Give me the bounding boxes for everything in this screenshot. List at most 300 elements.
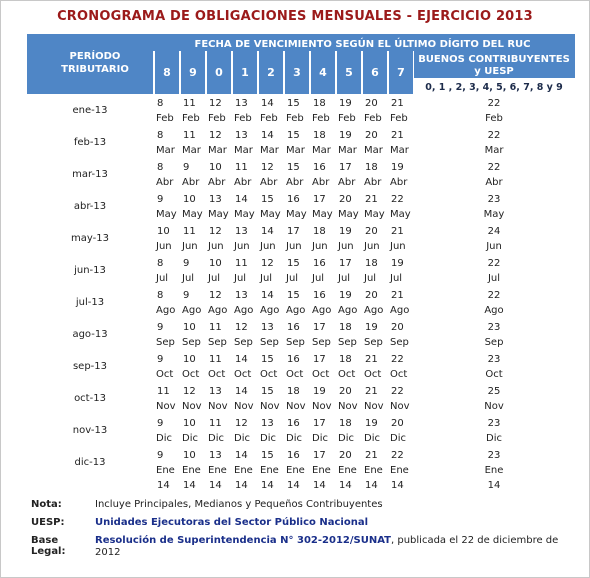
due-month: Ene xyxy=(156,465,175,476)
due-day: 18 xyxy=(339,418,352,429)
due-day: 15 xyxy=(261,194,274,205)
due-day: 9 xyxy=(157,418,164,429)
due-day: 10 xyxy=(183,194,196,205)
due-day: 18 xyxy=(365,162,378,173)
due-month: Mar xyxy=(364,145,383,156)
due-day: 20 xyxy=(365,290,378,301)
due-month: Nov xyxy=(312,401,332,412)
due-day: 20 xyxy=(365,130,378,141)
due-month: Abr xyxy=(208,177,226,188)
due-month: Jul xyxy=(182,273,195,284)
note-label: Base Legal: xyxy=(31,535,66,557)
due-month: Ago xyxy=(364,305,384,316)
due-day: 8 xyxy=(157,98,164,109)
due-day: 11 xyxy=(235,258,248,269)
due-month: Ene xyxy=(364,465,383,476)
buenos-day: 23 xyxy=(487,354,501,365)
buenos-month: Sep xyxy=(484,337,504,348)
due-month: Oct xyxy=(390,369,408,380)
period-label: mar-13 xyxy=(72,169,108,180)
due-day: 9 xyxy=(157,194,164,205)
due-month: Abr xyxy=(364,177,382,188)
due-month: Nov xyxy=(364,401,384,412)
buenos-month: Mar xyxy=(484,145,504,156)
due-month: Mar xyxy=(260,145,279,156)
due-month: Mar xyxy=(338,145,357,156)
due-day: 21 xyxy=(365,450,378,461)
due-day: 19 xyxy=(339,98,352,109)
due-month: Jun xyxy=(260,241,276,252)
due-month: Nov xyxy=(260,401,280,412)
due-day: 9 xyxy=(157,354,164,365)
due-day: 19 xyxy=(365,322,378,333)
due-month: Mar xyxy=(390,145,409,156)
due-day: 17 xyxy=(313,450,326,461)
due-month: Nov xyxy=(338,401,358,412)
due-day: 16 xyxy=(287,354,300,365)
period-label: nov-13 xyxy=(72,425,108,436)
due-month: Dic xyxy=(312,433,328,444)
due-month: Jun xyxy=(156,241,172,252)
due-day: 18 xyxy=(313,226,326,237)
due-month: Abr xyxy=(156,177,174,188)
due-month: Feb xyxy=(338,113,356,124)
buenos-month: Jul xyxy=(487,273,501,284)
header-buenos-line2: y UESP xyxy=(474,66,514,77)
page-title: CRONOGRAMA DE OBLIGACIONES MENSUALES - EJERCICIO 2013 xyxy=(57,9,533,24)
due-month: Jun xyxy=(364,241,380,252)
buenos-day: 25 xyxy=(487,386,501,397)
due-month: Mar xyxy=(156,145,175,156)
due-day-extra: 14 xyxy=(209,480,222,491)
digit-header: 8 xyxy=(163,66,171,79)
buenos-month: Oct xyxy=(485,369,503,380)
due-month: Jun xyxy=(234,241,250,252)
due-month: Abr xyxy=(390,177,408,188)
due-month: Sep xyxy=(286,337,305,348)
due-day: 13 xyxy=(261,418,274,429)
due-month: Ago xyxy=(208,305,228,316)
due-month: Oct xyxy=(156,369,174,380)
due-day: 10 xyxy=(209,258,222,269)
buenos-day: 23 xyxy=(487,194,501,205)
due-month: Ene xyxy=(182,465,201,476)
due-day: 12 xyxy=(183,386,196,397)
due-day: 16 xyxy=(287,418,300,429)
buenos-day: 22 xyxy=(487,290,501,301)
due-month: Dic xyxy=(286,433,302,444)
due-day: 8 xyxy=(157,258,164,269)
due-day: 19 xyxy=(391,162,404,173)
buenos-day: 22 xyxy=(487,258,501,269)
due-day: 19 xyxy=(339,290,352,301)
due-month: Ago xyxy=(260,305,280,316)
buenos-day: 22 xyxy=(487,130,501,141)
due-month: Ago xyxy=(234,305,254,316)
due-day: 21 xyxy=(365,386,378,397)
due-day: 13 xyxy=(209,386,222,397)
due-month: Dic xyxy=(234,433,250,444)
period-label: ago-13 xyxy=(72,329,108,340)
due-month: Feb xyxy=(260,113,278,124)
due-day-extra: 14 xyxy=(235,480,248,491)
due-month: Sep xyxy=(208,337,227,348)
buenos-month: May xyxy=(483,209,505,220)
due-month: Mar xyxy=(182,145,201,156)
due-day-extra: 14 xyxy=(339,480,352,491)
due-day: 11 xyxy=(183,130,196,141)
note-text: Unidades Ejecutoras del Sector Público Nacional xyxy=(95,517,369,528)
period-label: sep-13 xyxy=(72,361,108,372)
due-month: Jun xyxy=(338,241,354,252)
due-month: Ago xyxy=(390,305,410,316)
due-day-extra: 14 xyxy=(391,480,404,491)
header-buenos xyxy=(414,54,574,78)
due-day: 14 xyxy=(235,194,248,205)
period-label: abr-13 xyxy=(73,201,107,212)
due-month: Sep xyxy=(182,337,201,348)
buenos-day: 23 xyxy=(487,450,501,461)
due-day: 16 xyxy=(287,194,300,205)
due-day: 19 xyxy=(391,258,404,269)
due-day: 17 xyxy=(339,162,352,173)
due-month: Nov xyxy=(390,401,410,412)
due-day: 8 xyxy=(157,290,164,301)
due-day: 16 xyxy=(313,162,326,173)
buenos-month: Nov xyxy=(484,401,504,412)
digit-header: 0 xyxy=(215,66,223,79)
due-day: 12 xyxy=(209,98,222,109)
due-day: 21 xyxy=(391,98,404,109)
due-month: Feb xyxy=(156,113,174,124)
note-text xyxy=(95,535,570,559)
buenos-month: Abr xyxy=(485,177,503,188)
due-day-extra: 14 xyxy=(365,480,378,491)
due-day: 10 xyxy=(183,322,196,333)
period-label: may-13 xyxy=(71,233,109,244)
due-month: Mar xyxy=(286,145,305,156)
due-month: Ago xyxy=(338,305,358,316)
due-month: Feb xyxy=(182,113,200,124)
due-month: Oct xyxy=(338,369,356,380)
due-month: Ene xyxy=(234,465,253,476)
due-day: 17 xyxy=(287,226,300,237)
buenos-month: Jun xyxy=(486,241,502,252)
due-day: 17 xyxy=(313,194,326,205)
due-month: Ago xyxy=(182,305,202,316)
due-day: 19 xyxy=(339,226,352,237)
due-month: Mar xyxy=(208,145,227,156)
due-day: 15 xyxy=(287,258,300,269)
due-day: 11 xyxy=(183,98,196,109)
due-day: 12 xyxy=(235,418,248,429)
due-month: May xyxy=(260,209,281,220)
due-month: Ene xyxy=(286,465,305,476)
due-day: 22 xyxy=(391,386,404,397)
due-day-extra: 14 xyxy=(157,480,170,491)
due-day: 13 xyxy=(235,98,248,109)
due-day: 14 xyxy=(235,450,248,461)
due-month: Abr xyxy=(312,177,330,188)
digit-header: 5 xyxy=(345,66,353,79)
due-day: 13 xyxy=(235,290,248,301)
due-day: 16 xyxy=(313,258,326,269)
due-month: Abr xyxy=(286,177,304,188)
due-day: 21 xyxy=(365,194,378,205)
due-month: May xyxy=(364,209,385,220)
due-month: May xyxy=(338,209,359,220)
due-day: 18 xyxy=(287,386,300,397)
due-month: Jun xyxy=(286,241,302,252)
due-month: Feb xyxy=(286,113,304,124)
due-day-extra: 14 xyxy=(183,480,196,491)
header-periodo xyxy=(33,50,157,76)
due-month: Sep xyxy=(338,337,357,348)
due-month: Oct xyxy=(364,369,382,380)
due-month: Nov xyxy=(208,401,228,412)
buenos-month: Ene xyxy=(484,465,504,476)
due-day: 9 xyxy=(183,290,190,301)
digit-header: 6 xyxy=(371,66,379,79)
due-day: 17 xyxy=(339,258,352,269)
due-month: Ago xyxy=(312,305,332,316)
due-day: 9 xyxy=(157,322,164,333)
buenos-day: 22 xyxy=(487,162,501,173)
due-day: 13 xyxy=(235,130,248,141)
due-day: 14 xyxy=(261,98,274,109)
due-day: 12 xyxy=(209,130,222,141)
due-day: 12 xyxy=(235,322,248,333)
due-day: 20 xyxy=(339,450,352,461)
due-month: Dic xyxy=(260,433,276,444)
due-month: Jul xyxy=(260,273,273,284)
due-month: Mar xyxy=(234,145,253,156)
period-label: ene-13 xyxy=(72,105,108,116)
due-month: Abr xyxy=(182,177,200,188)
due-month: Feb xyxy=(364,113,382,124)
period-label: dic-13 xyxy=(74,457,106,468)
due-month: May xyxy=(390,209,411,220)
due-day: 20 xyxy=(391,322,404,333)
due-day: 14 xyxy=(235,354,248,365)
due-month: May xyxy=(156,209,177,220)
due-day: 15 xyxy=(261,354,274,365)
due-month: Sep xyxy=(312,337,331,348)
due-day: 18 xyxy=(313,98,326,109)
due-month: Jul xyxy=(286,273,299,284)
due-day: 15 xyxy=(261,386,274,397)
buenos-month: Feb xyxy=(485,113,503,124)
due-month: Ene xyxy=(312,465,331,476)
header-buenos-line1: BUENOS CONTRIBUYENTES xyxy=(418,54,570,65)
due-month: Sep xyxy=(156,337,175,348)
due-month: Jul xyxy=(390,273,403,284)
due-day: 17 xyxy=(313,354,326,365)
due-month: Nov xyxy=(182,401,202,412)
due-day: 15 xyxy=(287,162,300,173)
due-month: Dic xyxy=(156,433,172,444)
due-day-extra: 14 xyxy=(287,480,300,491)
due-day: 16 xyxy=(287,322,300,333)
buenos-month: Dic xyxy=(486,433,502,444)
digit-header: 4 xyxy=(319,66,327,79)
due-month: Ago xyxy=(286,305,306,316)
header-fecha: FECHA DE VENCIMIENTO SEGÚN EL ÚLTIMO DÍGITO DEL RUC xyxy=(194,39,531,50)
due-day: 17 xyxy=(313,418,326,429)
due-month: Dic xyxy=(364,433,380,444)
due-day: 13 xyxy=(261,322,274,333)
due-day: 18 xyxy=(313,130,326,141)
due-month: Oct xyxy=(234,369,252,380)
note-label: UESP: xyxy=(31,517,65,528)
due-day: 13 xyxy=(209,450,222,461)
digit-header: 7 xyxy=(397,66,405,79)
resolution-link[interactable]: Resolución de Superintendencia N° 302-2012/SUNAT xyxy=(95,535,392,546)
due-month: Oct xyxy=(208,369,226,380)
due-month: May xyxy=(208,209,229,220)
due-day: 16 xyxy=(313,290,326,301)
due-day: 10 xyxy=(183,418,196,429)
buenos-day: 23 xyxy=(487,322,501,333)
due-day: 17 xyxy=(313,322,326,333)
digit-header: 1 xyxy=(241,66,249,79)
due-month: Jun xyxy=(182,241,198,252)
buenos-day: 23 xyxy=(487,418,501,429)
due-day: 11 xyxy=(235,162,248,173)
due-day: 20 xyxy=(339,194,352,205)
due-day: 15 xyxy=(287,98,300,109)
due-month: Sep xyxy=(390,337,409,348)
due-month: Oct xyxy=(312,369,330,380)
due-day: 9 xyxy=(183,162,190,173)
due-day: 9 xyxy=(183,258,190,269)
due-day: 8 xyxy=(157,162,164,173)
due-day: 11 xyxy=(209,354,222,365)
due-day: 10 xyxy=(209,162,222,173)
due-month: Jul xyxy=(312,273,325,284)
buenos-day: 22 xyxy=(487,98,501,109)
due-month: Sep xyxy=(234,337,253,348)
due-day: 18 xyxy=(339,322,352,333)
note-label: Nota: xyxy=(31,499,62,510)
due-day: 21 xyxy=(391,290,404,301)
due-month: Jun xyxy=(312,241,328,252)
due-day: 11 xyxy=(209,418,222,429)
due-day: 12 xyxy=(261,162,274,173)
digit-header: 3 xyxy=(293,66,301,79)
due-month: Ene xyxy=(208,465,227,476)
due-day: 19 xyxy=(339,130,352,141)
due-day: 21 xyxy=(391,226,404,237)
due-month: Nov xyxy=(156,401,176,412)
header-buenos-digits: 0, 1 , 2, 3, 4, 5, 6, 7, 8 y 9 xyxy=(425,82,563,93)
due-month: Abr xyxy=(338,177,356,188)
due-month: May xyxy=(234,209,255,220)
due-month: Oct xyxy=(260,369,278,380)
due-month: Mar xyxy=(312,145,331,156)
due-month: Jun xyxy=(390,241,406,252)
buenos-day: 24 xyxy=(487,226,501,237)
due-day: 14 xyxy=(235,386,248,397)
due-month: May xyxy=(312,209,333,220)
period-label: oct-13 xyxy=(74,393,106,404)
due-month: May xyxy=(286,209,307,220)
due-day: 12 xyxy=(209,290,222,301)
due-day: 22 xyxy=(391,194,404,205)
due-day: 12 xyxy=(209,226,222,237)
due-day-extra: 14 xyxy=(261,480,274,491)
due-day: 20 xyxy=(339,386,352,397)
due-month: Jul xyxy=(208,273,221,284)
due-day: 11 xyxy=(209,322,222,333)
due-month: Dic xyxy=(182,433,198,444)
due-day: 10 xyxy=(183,354,196,365)
due-day: 20 xyxy=(365,98,378,109)
due-month: Dic xyxy=(338,433,354,444)
due-month: Jul xyxy=(364,273,377,284)
digit-header: 9 xyxy=(189,66,197,79)
buenos-day-extra: 14 xyxy=(487,480,501,491)
due-month: Jul xyxy=(156,273,169,284)
due-day: 8 xyxy=(157,130,164,141)
period-label: jul-13 xyxy=(75,297,105,308)
due-month: Jul xyxy=(338,273,351,284)
due-month: Sep xyxy=(364,337,383,348)
due-month: Feb xyxy=(390,113,408,124)
due-day: 15 xyxy=(287,290,300,301)
due-day: 9 xyxy=(157,450,164,461)
due-day: 20 xyxy=(365,226,378,237)
due-month: Feb xyxy=(208,113,226,124)
due-month: Abr xyxy=(260,177,278,188)
due-month: Dic xyxy=(208,433,224,444)
header-periodo-line1: PERÍODO xyxy=(69,51,121,62)
resolution-date-text: , publicada el 22 de diciembre de 2012 xyxy=(95,535,559,558)
due-day-extra: 14 xyxy=(313,480,326,491)
due-month: Oct xyxy=(286,369,304,380)
due-month: Ene xyxy=(338,465,357,476)
due-month: Jun xyxy=(208,241,224,252)
due-day: 14 xyxy=(261,130,274,141)
header-periodo-line2: TRIBUTARIO xyxy=(61,64,129,75)
due-month: Ene xyxy=(390,465,409,476)
due-day: 13 xyxy=(209,194,222,205)
due-day: 10 xyxy=(183,450,196,461)
due-day: 14 xyxy=(261,290,274,301)
due-month: Oct xyxy=(182,369,200,380)
due-month: Abr xyxy=(234,177,252,188)
due-day: 11 xyxy=(157,386,170,397)
due-month: Feb xyxy=(234,113,252,124)
due-day: 14 xyxy=(261,226,274,237)
due-month: May xyxy=(182,209,203,220)
due-day: 18 xyxy=(365,258,378,269)
due-day: 13 xyxy=(235,226,248,237)
due-day: 10 xyxy=(157,226,170,237)
due-month: Jul xyxy=(234,273,247,284)
due-day: 19 xyxy=(365,418,378,429)
due-day: 11 xyxy=(183,226,196,237)
due-day: 15 xyxy=(287,130,300,141)
period-label: jun-13 xyxy=(74,265,106,276)
due-day: 15 xyxy=(261,450,274,461)
due-day: 21 xyxy=(391,130,404,141)
digit-header: 2 xyxy=(267,66,275,79)
due-day: 22 xyxy=(391,450,404,461)
due-day: 20 xyxy=(391,418,404,429)
due-day: 12 xyxy=(261,258,274,269)
due-month: Nov xyxy=(286,401,306,412)
